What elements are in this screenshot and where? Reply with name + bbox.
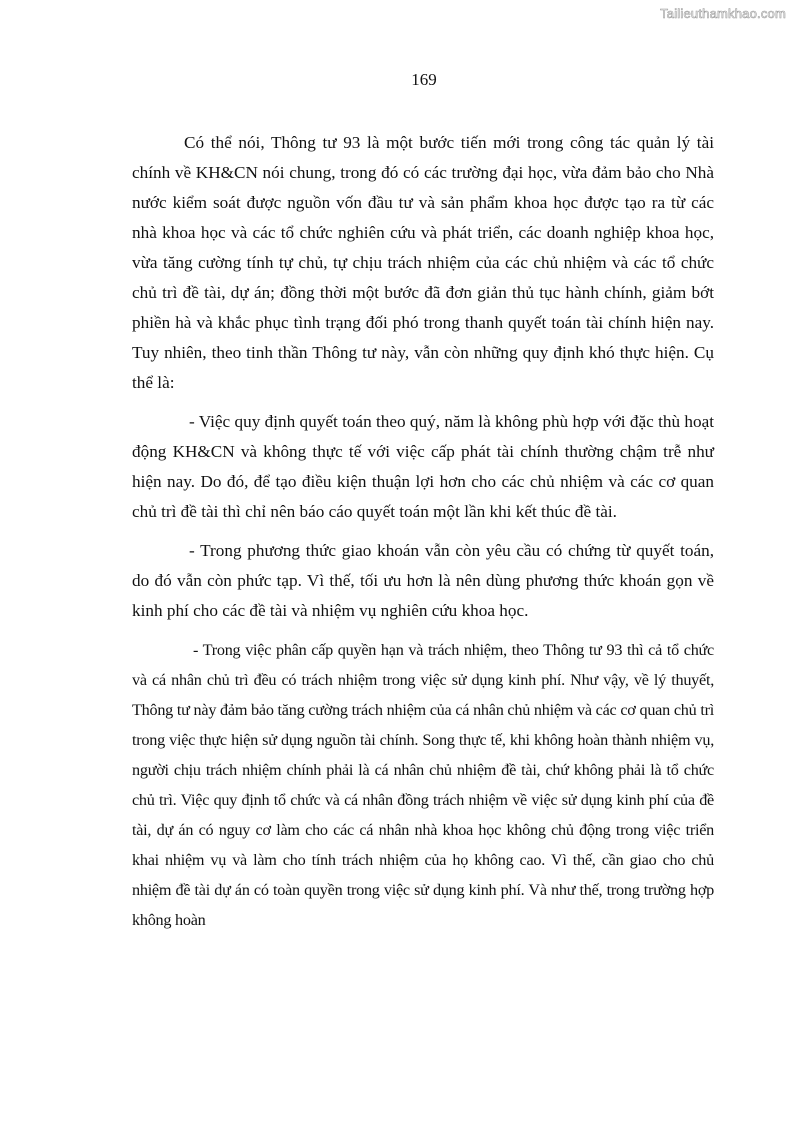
- paragraph-responsibility: - Trong việc phân cấp quyền hạn và trách nhiệm, theo Thông tư 93 thì cả tổ chức và cá nhân chủ trì đều có trách nhiệm trong việc sử dụng kinh phí. Như vậy, về lý thuyết, Thông tư này đảm bảo tăng cường trách nhiệm của cá nhân chủ nhiệm và các cơ quan chủ trì trong việc thực hiện sử dụng nguồn tài chính. Song thực tế, khi không hoàn thành nhiệm vụ, người chịu trách nhiệm chính phải là cá nhân chủ nhiệm đề tài, chứ không phải là tổ chức chủ trì. Việc quy định tổ chức và cá nhân đồng trách nhiệm về việc sử dụng kinh phí của đề tài, dự án có nguy cơ làm cho các cá nhân nhà khoa học không chủ động trong việc triển khai nhiệm vụ và làm cho tính trách nhiệm của họ không cao. Vì thế, cần giao cho chủ nhiệm đề tài dự án có toàn quyền trong việc sử dụng kinh phí. Và như thế, trong trường hợp không hoàn: [132, 641, 714, 929]
- paragraph-intro: Có thể nói, Thông tư 93 là một bước tiến mới trong công tác quản lý tài chính về KH&CN nói chung, trong đó có các trường đại học, vừa đảm bảo cho Nhà nước kiểm soát được nguồn vốn đầu tư và sản phẩm khoa học được tạo ra từ các nhà khoa học và các tổ chức nghiên cứu và phát triển, các doanh nghiệp khoa học, vừa tăng cường tính tự chủ, tự chịu trách nhiệm của các chủ nhiệm và các tổ chức chủ trì đề tài, dự án; đồng thời một bước đã đơn giản thủ tục hành chính, giảm bớt phiền hà và khắc phục tình trạng đối phó trong thanh quyết toán tài chính hiện nay. Tuy nhiên, theo tinh thần Thông tư này, vẫn còn những quy định khó thực hiện. Cụ thể là:: [132, 133, 714, 392]
- paragraph-lump-sum-contract: - Trong phương thức giao khoán vẫn còn yêu cầu có chứng từ quyết toán, do đó vẫn còn phức tạp. Vì thế, tối ưu hơn là nên dùng phương thức khoán gọn về kinh phí cho các đề tài và nhiệm vụ nghiên cứu khoa học.: [132, 541, 714, 620]
- paragraph-quarterly-settlement: - Việc quy định quyết toán theo quý, năm là không phù hợp với đặc thù hoạt động KH&CN và không thực tế với việc cấp phát tài chính thường chậm trễ như hiện nay. Do đó, để tạo điều kiện thuận lợi hơn cho các chủ nhiệm và các cơ quan chủ trì đề tài thì chỉ nên báo cáo quyết toán một lần khi kết thúc đề tài.: [132, 412, 714, 521]
- watermark-text: Tailieuthamkhao.com: [660, 6, 786, 21]
- page-number: 169: [411, 70, 437, 89]
- document-body: [132, 128, 714, 944]
